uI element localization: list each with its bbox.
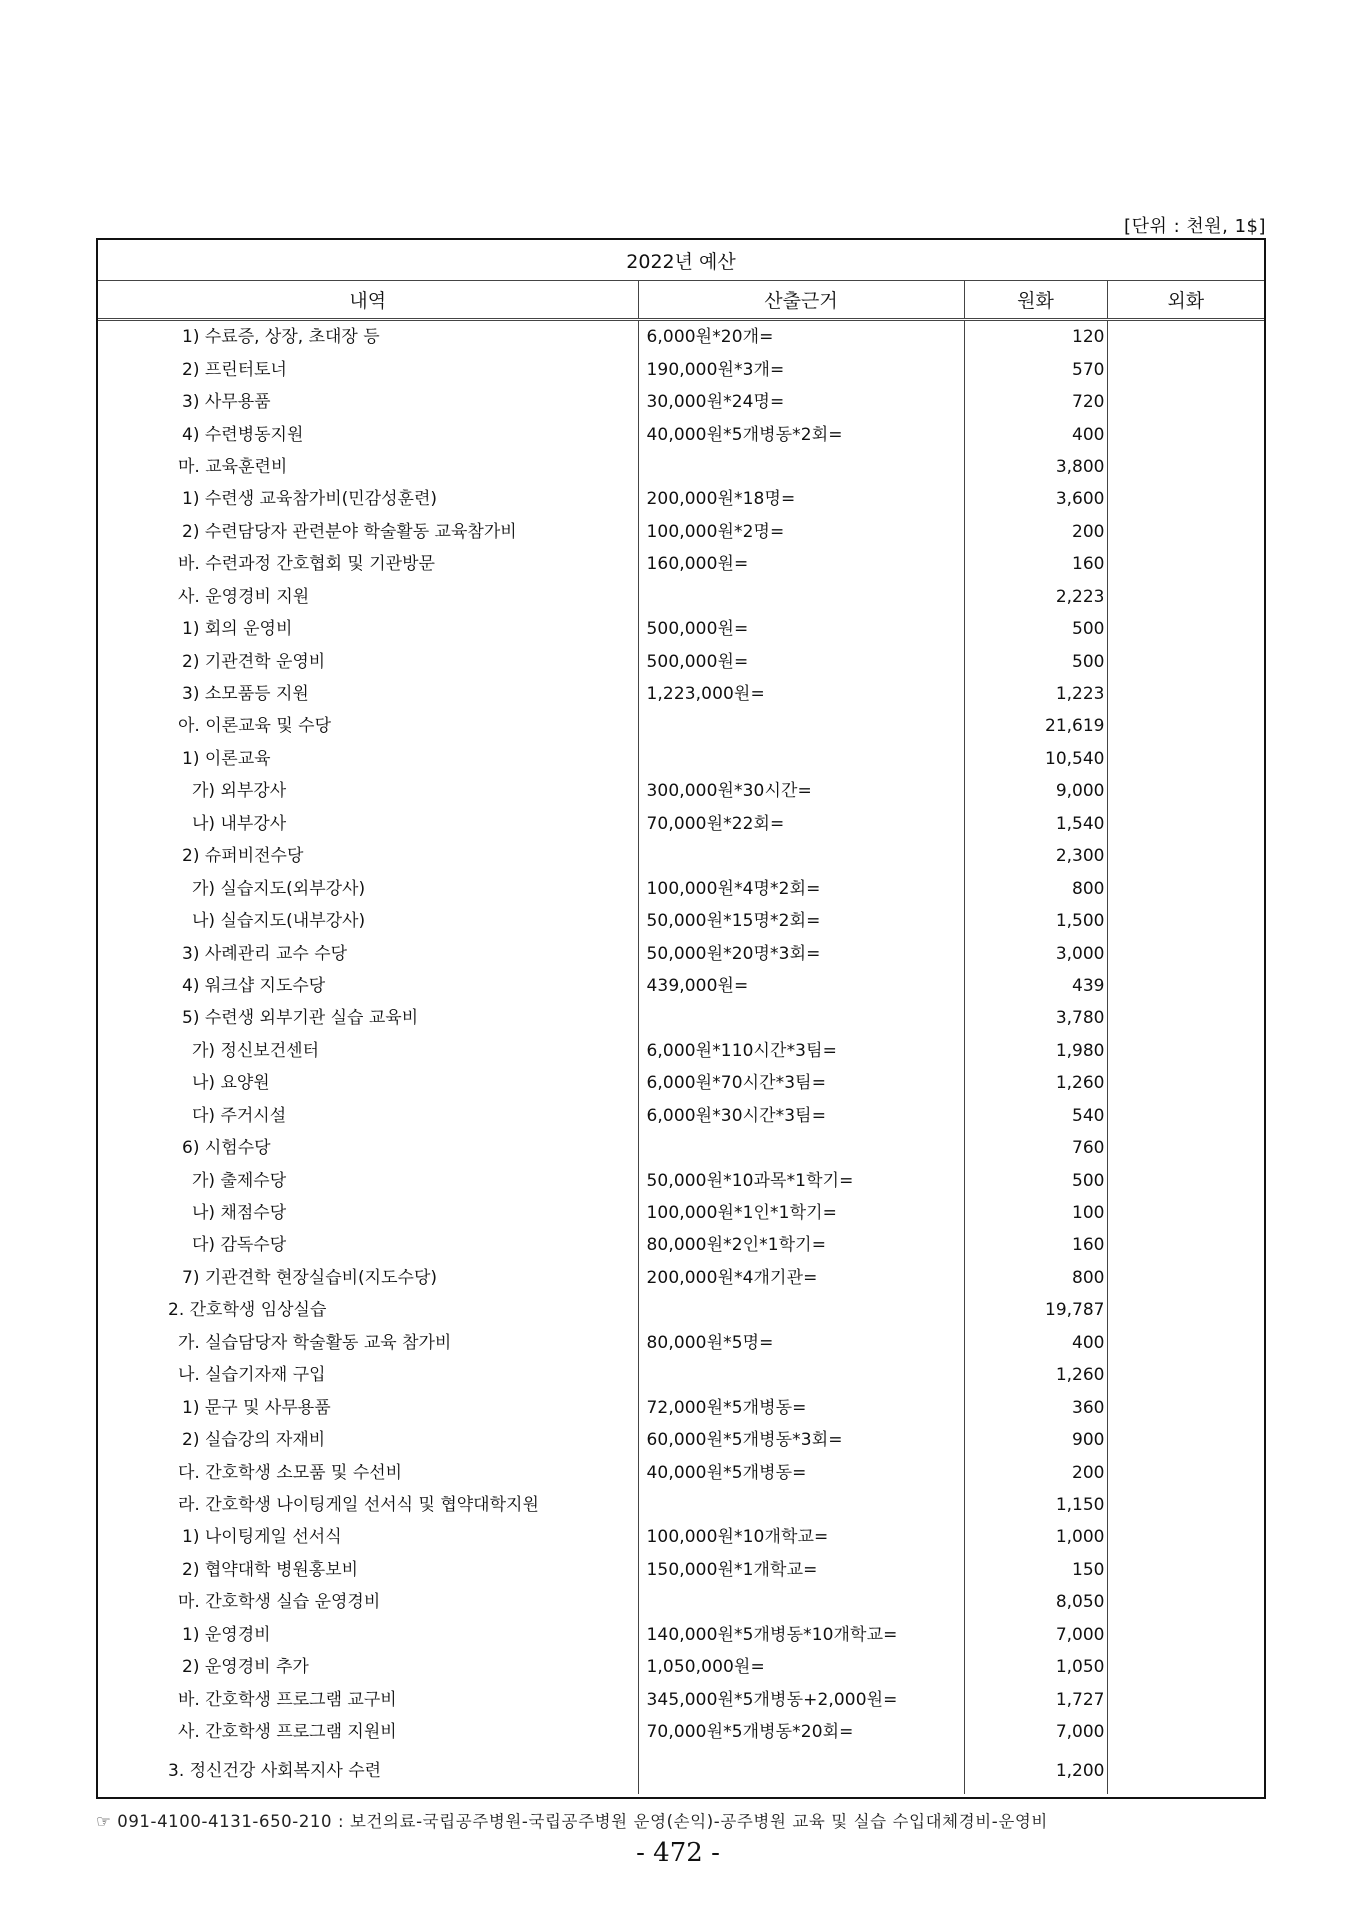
row-krw-amount: 500 [964,645,1107,677]
table-row [98,678,1264,710]
row-foreign-amount [1107,872,1264,904]
table-row [98,1521,1264,1553]
row-description: 나) 채점수당 [98,1197,638,1229]
row-foreign-amount [1107,1359,1264,1391]
row-krw-amount: 500 [964,613,1107,645]
row-description: 1) 회의 운영비 [98,613,638,645]
row-calculation-basis [638,581,964,613]
table-row [98,775,1264,807]
table-row [98,905,1264,937]
row-foreign-amount [1107,1424,1264,1456]
row-description: 3. 정신건강 사회복지사 수련 [98,1748,638,1794]
row-krw-amount: 800 [964,1262,1107,1294]
row-description: 가) 실습지도(외부강사) [98,872,638,904]
table-row [98,1294,1264,1326]
row-krw-amount: 2,223 [964,581,1107,613]
row-foreign-amount [1107,483,1264,515]
row-calculation-basis: 60,000원*5개병동*3회= [638,1424,964,1456]
row-description: 1) 문구 및 사무용품 [98,1391,638,1423]
row-krw-amount: 7,000 [964,1716,1107,1748]
row-description: 2) 프린터토너 [98,353,638,385]
table-row [98,808,1264,840]
table-row [98,1554,1264,1586]
row-foreign-amount [1107,710,1264,742]
row-calculation-basis [638,1748,964,1794]
row-calculation-basis: 80,000원*5명= [638,1327,964,1359]
row-calculation-basis: 40,000원*5개병동*2회= [638,418,964,450]
row-calculation-basis: 190,000원*3개= [638,353,964,385]
row-krw-amount: 400 [964,418,1107,450]
row-foreign-amount [1107,970,1264,1002]
header-description: 내역 [98,281,638,320]
table-row [98,581,1264,613]
row-description: 4) 워크샵 지도수당 [98,970,638,1002]
row-foreign-amount [1107,1391,1264,1423]
row-krw-amount: 760 [964,1132,1107,1164]
row-calculation-basis: 50,000원*10과목*1학기= [638,1164,964,1196]
row-description: 1) 이론교육 [98,743,638,775]
row-foreign-amount [1107,1164,1264,1196]
row-krw-amount: 200 [964,516,1107,548]
row-krw-amount: 1,260 [964,1067,1107,1099]
row-calculation-basis: 1,050,000원= [638,1651,964,1683]
table-row [98,613,1264,645]
row-calculation-basis: 70,000원*22회= [638,808,964,840]
row-calculation-basis: 30,000원*24명= [638,386,964,418]
row-foreign-amount [1107,1619,1264,1651]
row-description: 라. 간호학생 나이팅게일 선서식 및 협약대학지원 [98,1489,638,1521]
row-calculation-basis: 100,000원*4명*2회= [638,872,964,904]
row-krw-amount: 720 [964,386,1107,418]
row-description: 나) 실습지도(내부강사) [98,905,638,937]
row-description: 3) 소모품등 지원 [98,678,638,710]
row-foreign-amount [1107,840,1264,872]
row-krw-amount: 1,223 [964,678,1107,710]
table-row [98,1424,1264,1456]
row-krw-amount: 540 [964,1100,1107,1132]
table-row [98,1067,1264,1099]
row-foreign-amount [1107,581,1264,613]
row-description: 나) 요양원 [98,1067,638,1099]
row-foreign-amount [1107,678,1264,710]
row-krw-amount: 900 [964,1424,1107,1456]
row-krw-amount: 439 [964,970,1107,1002]
header-foreign-currency: 외화 [1107,281,1264,320]
row-calculation-basis: 6,000원*70시간*3팀= [638,1067,964,1099]
row-krw-amount: 3,780 [964,1002,1107,1034]
row-description: 7) 기관견학 현장실습비(지도수당) [98,1262,638,1294]
row-description: 다) 주거시설 [98,1100,638,1132]
budget-table [98,240,1264,1794]
table-row [98,1100,1264,1132]
row-description: 사. 운영경비 지원 [98,581,638,613]
table-row [98,1391,1264,1423]
row-krw-amount: 1,540 [964,808,1107,840]
row-foreign-amount [1107,1197,1264,1229]
row-calculation-basis: 6,000원*110시간*3팀= [638,1035,964,1067]
page-number: - 472 - [636,1838,720,1868]
row-description: 2) 수련담당자 관련분야 학술활동 교육참가비 [98,516,638,548]
row-calculation-basis [638,710,964,742]
row-calculation-basis: 70,000원*5개병동*20회= [638,1716,964,1748]
row-description: 5) 수련생 외부기관 실습 교육비 [98,1002,638,1034]
row-description: 2) 협약대학 병원홍보비 [98,1554,638,1586]
table-row [98,1748,1264,1794]
row-krw-amount: 120 [964,320,1107,354]
table-row [98,1229,1264,1261]
row-description: 다) 감독수당 [98,1229,638,1261]
row-krw-amount: 1,050 [964,1651,1107,1683]
row-description: 2) 실습강의 자재비 [98,1424,638,1456]
table-row [98,743,1264,775]
row-foreign-amount [1107,937,1264,969]
table-row [98,1035,1264,1067]
row-calculation-basis: 100,000원*2명= [638,516,964,548]
table-row [98,1262,1264,1294]
table-title: 2022년 예산 [98,240,1264,281]
row-description: 6) 시험수당 [98,1132,638,1164]
row-description: 3) 사례관리 교수 수당 [98,937,638,969]
row-calculation-basis [638,1002,964,1034]
row-krw-amount: 2,300 [964,840,1107,872]
table-row [98,872,1264,904]
table-row [98,840,1264,872]
row-krw-amount: 200 [964,1456,1107,1488]
row-krw-amount: 19,787 [964,1294,1107,1326]
header-krw: 원화 [964,281,1107,320]
row-foreign-amount [1107,353,1264,385]
row-calculation-basis: 6,000원*20개= [638,320,964,354]
row-krw-amount: 400 [964,1327,1107,1359]
row-foreign-amount [1107,1683,1264,1715]
row-calculation-basis: 6,000원*30시간*3팀= [638,1100,964,1132]
row-calculation-basis [638,1294,964,1326]
row-description: 가) 정신보건센터 [98,1035,638,1067]
row-foreign-amount [1107,775,1264,807]
row-description: 다. 간호학생 소모품 및 수선비 [98,1456,638,1488]
row-calculation-basis: 300,000원*30시간= [638,775,964,807]
table-row [98,1619,1264,1651]
row-krw-amount: 150 [964,1554,1107,1586]
header-calculation-basis: 산출근거 [638,281,964,320]
row-calculation-basis: 500,000원= [638,645,964,677]
row-foreign-amount [1107,548,1264,580]
table-row [98,1164,1264,1196]
row-calculation-basis: 50,000원*15명*2회= [638,905,964,937]
row-calculation-basis: 140,000원*5개병동*10개학교= [638,1619,964,1651]
table-row [98,548,1264,580]
table-row [98,710,1264,742]
table-row [98,516,1264,548]
row-foreign-amount [1107,1229,1264,1261]
row-foreign-amount [1107,1132,1264,1164]
row-krw-amount: 9,000 [964,775,1107,807]
row-foreign-amount [1107,1294,1264,1326]
row-foreign-amount [1107,808,1264,840]
row-foreign-amount [1107,1002,1264,1034]
row-foreign-amount [1107,743,1264,775]
row-description: 가) 외부강사 [98,775,638,807]
row-krw-amount: 500 [964,1164,1107,1196]
row-foreign-amount [1107,1651,1264,1683]
row-krw-amount: 21,619 [964,710,1107,742]
table-row [98,386,1264,418]
table-row [98,1002,1264,1034]
row-description: 4) 수련병동지원 [98,418,638,450]
row-description: 1) 운영경비 [98,1619,638,1651]
row-description: 1) 수련생 교육참가비(민감성훈련) [98,483,638,515]
row-krw-amount: 3,800 [964,451,1107,483]
row-krw-amount: 800 [964,872,1107,904]
row-calculation-basis: 345,000원*5개병동+2,000원= [638,1683,964,1715]
row-foreign-amount [1107,516,1264,548]
row-description: 나. 실습기자재 구입 [98,1359,638,1391]
row-calculation-basis: 160,000원= [638,548,964,580]
row-krw-amount: 1,500 [964,905,1107,937]
table-row [98,1683,1264,1715]
row-foreign-amount [1107,418,1264,450]
row-calculation-basis [638,1489,964,1521]
row-foreign-amount [1107,1554,1264,1586]
row-foreign-amount [1107,645,1264,677]
row-krw-amount: 100 [964,1197,1107,1229]
row-calculation-basis: 1,223,000원= [638,678,964,710]
budget-code-footnote: ☞ 091-4100-4131-650-210 : 보건의료-국립공주병원-국립공주병원 운영(손익)-공주병원 교육 및 실습 수입대체경비-운영비 [96,1812,1048,1831]
table-row [98,1651,1264,1683]
row-foreign-amount [1107,1035,1264,1067]
row-krw-amount: 1,000 [964,1521,1107,1553]
row-foreign-amount [1107,1521,1264,1553]
row-description: 마. 간호학생 실습 운영경비 [98,1586,638,1618]
row-foreign-amount [1107,1262,1264,1294]
unit-note: [단위 : 천원, 1$] [1124,216,1266,237]
row-calculation-basis: 200,000원*4개기관= [638,1262,964,1294]
row-krw-amount: 1,150 [964,1489,1107,1521]
table-row [98,1456,1264,1488]
row-foreign-amount [1107,1327,1264,1359]
row-description: 3) 사무용품 [98,386,638,418]
row-foreign-amount [1107,451,1264,483]
table-row [98,418,1264,450]
row-description: 2. 간호학생 임상실습 [98,1294,638,1326]
table-row [98,970,1264,1002]
row-description: 아. 이론교육 및 수당 [98,710,638,742]
row-krw-amount: 160 [964,548,1107,580]
row-krw-amount: 8,050 [964,1586,1107,1618]
table-row [98,451,1264,483]
row-foreign-amount [1107,386,1264,418]
row-calculation-basis [638,1586,964,1618]
table-row [98,1586,1264,1618]
row-krw-amount: 1,200 [964,1748,1107,1794]
row-krw-amount: 3,000 [964,937,1107,969]
row-krw-amount: 160 [964,1229,1107,1261]
row-krw-amount: 570 [964,353,1107,385]
row-calculation-basis: 100,000원*1인*1학기= [638,1197,964,1229]
row-description: 1) 수료증, 상장, 초대장 등 [98,320,638,354]
row-description: 가) 출제수당 [98,1164,638,1196]
row-description: 마. 교육훈련비 [98,451,638,483]
row-foreign-amount [1107,1748,1264,1794]
table-row [98,1132,1264,1164]
row-calculation-basis [638,1132,964,1164]
table-row [98,1716,1264,1748]
row-description: 2) 운영경비 추가 [98,1651,638,1683]
row-calculation-basis: 80,000원*2인*1학기= [638,1229,964,1261]
row-foreign-amount [1107,905,1264,937]
row-foreign-amount [1107,613,1264,645]
row-calculation-basis: 439,000원= [638,970,964,1002]
table-row [98,1197,1264,1229]
row-calculation-basis: 72,000원*5개병동= [638,1391,964,1423]
table-row [98,320,1264,354]
table-body [98,320,1264,1795]
row-foreign-amount [1107,1456,1264,1488]
row-krw-amount: 1,980 [964,1035,1107,1067]
row-calculation-basis: 150,000원*1개학교= [638,1554,964,1586]
row-foreign-amount [1107,1489,1264,1521]
row-foreign-amount [1107,1100,1264,1132]
row-foreign-amount [1107,1716,1264,1748]
table-row [98,1489,1264,1521]
row-krw-amount: 1,727 [964,1683,1107,1715]
row-description: 2) 슈퍼비전수당 [98,840,638,872]
row-calculation-basis [638,1359,964,1391]
row-krw-amount: 3,600 [964,483,1107,515]
row-krw-amount: 10,540 [964,743,1107,775]
row-krw-amount: 360 [964,1391,1107,1423]
row-calculation-basis: 50,000원*20명*3회= [638,937,964,969]
table-row [98,353,1264,385]
row-calculation-basis: 500,000원= [638,613,964,645]
row-description: 가. 실습담당자 학술활동 교육 참가비 [98,1327,638,1359]
table-row [98,483,1264,515]
row-foreign-amount [1107,320,1264,354]
row-foreign-amount [1107,1586,1264,1618]
row-description: 1) 나이팅게일 선서식 [98,1521,638,1553]
budget-table-frame [96,238,1266,1799]
row-calculation-basis [638,840,964,872]
row-description: 바. 수련과정 간호협회 및 기관방문 [98,548,638,580]
table-row [98,1359,1264,1391]
row-calculation-basis: 40,000원*5개병동= [638,1456,964,1488]
row-calculation-basis [638,451,964,483]
row-foreign-amount [1107,1067,1264,1099]
row-krw-amount: 1,260 [964,1359,1107,1391]
row-krw-amount: 7,000 [964,1619,1107,1651]
row-description: 바. 간호학생 프로그램 교구비 [98,1683,638,1715]
row-description: 사. 간호학생 프로그램 지원비 [98,1716,638,1748]
row-calculation-basis: 100,000원*10개학교= [638,1521,964,1553]
row-description: 나) 내부강사 [98,808,638,840]
row-calculation-basis [638,743,964,775]
table-row [98,645,1264,677]
table-row [98,1327,1264,1359]
row-calculation-basis: 200,000원*18명= [638,483,964,515]
row-description: 2) 기관견학 운영비 [98,645,638,677]
table-row [98,937,1264,969]
